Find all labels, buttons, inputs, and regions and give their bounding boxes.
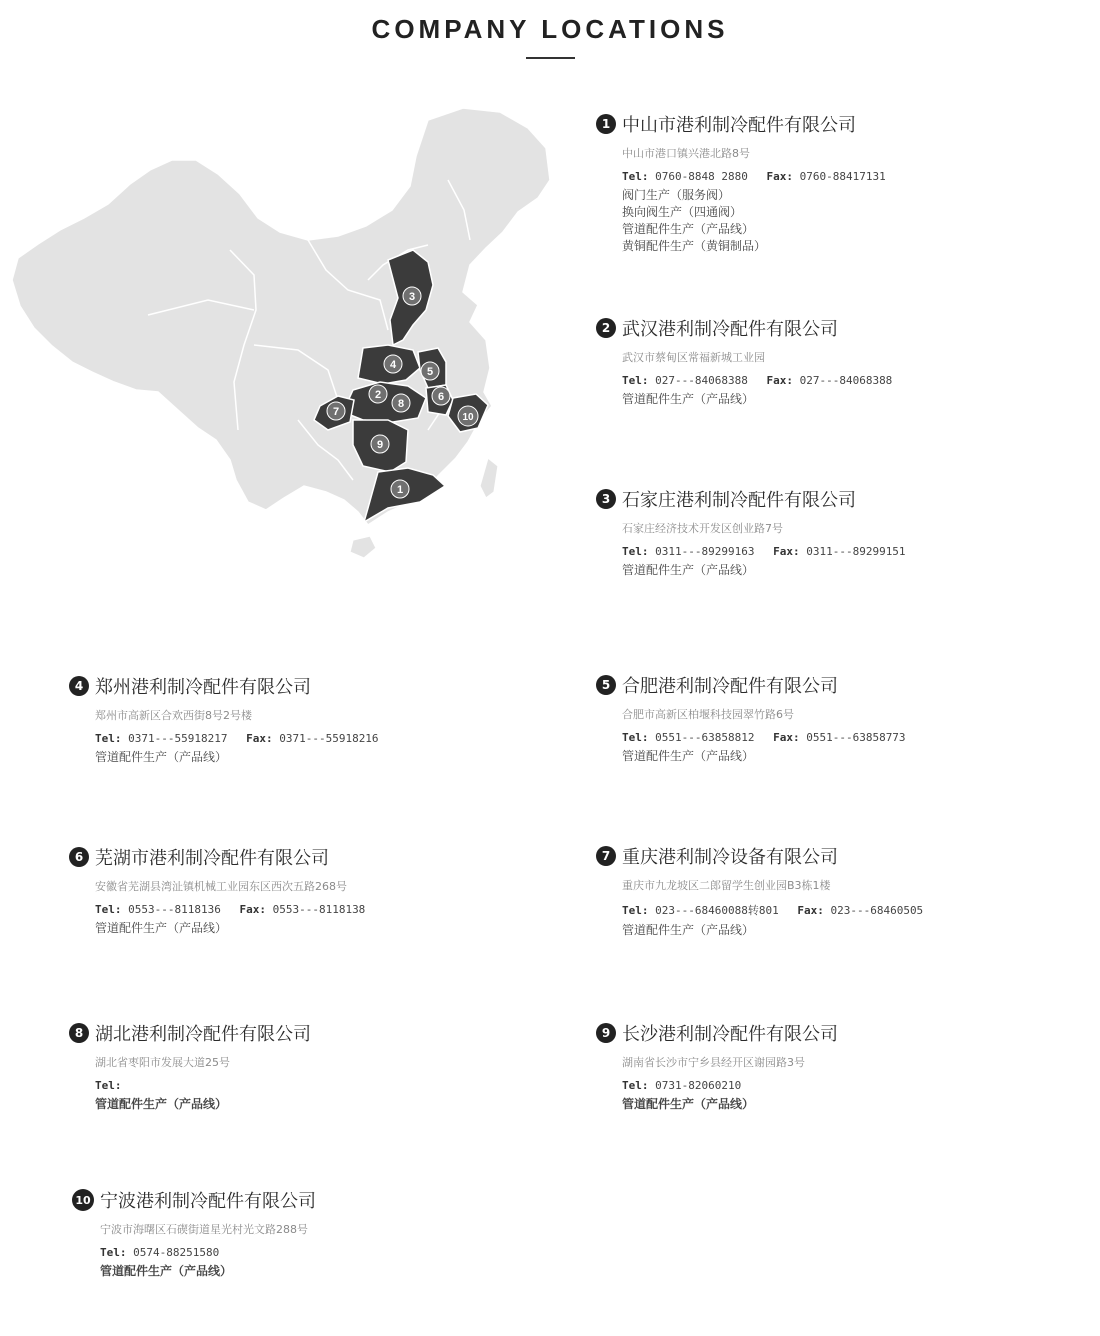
tel-label: Tel:: [100, 1246, 127, 1259]
map-marker-4[interactable]: [384, 355, 402, 373]
product-item: 管道配件生产（产品线）: [622, 563, 755, 577]
svg-text:8: 8: [397, 398, 405, 410]
fax-value: 027---84068388: [799, 374, 893, 387]
location-contact: [95, 732, 539, 745]
map-marker-6[interactable]: [432, 387, 450, 405]
location-number-badge: 1: [596, 114, 616, 134]
fax-value: 023---68460505: [830, 904, 924, 917]
location-9: [596, 1020, 1066, 1113]
location-2: [596, 315, 1066, 408]
fax-label: Fax:: [773, 731, 800, 744]
location-address: 郑州市高新区合欢西街8号2号楼: [95, 709, 252, 722]
tel-label: Tel:: [622, 374, 649, 387]
location-name: 长沙港利制冷配件有限公司: [622, 1024, 838, 1045]
location-contact: [622, 902, 1066, 918]
location-name: 宁波港利制冷配件有限公司: [100, 1191, 316, 1212]
location-number-badge: 4: [69, 676, 89, 696]
svg-text:5: 5: [426, 366, 434, 378]
location-number-badge: 10: [72, 1189, 94, 1211]
china-mainland-shape: [12, 108, 550, 525]
location-address: 安徽省芜湖县湾沚镇机械工业园东区西次五路268号: [95, 880, 347, 893]
tel-value: 0311---89299163: [655, 545, 755, 558]
svg-text:6: 6: [437, 391, 445, 403]
location-products: [622, 391, 1066, 408]
location-4: [69, 673, 539, 766]
product-item: 管道配件生产（产品线）: [622, 1097, 755, 1111]
location-address: 武汉市蔡甸区常福新城工业园: [622, 351, 765, 364]
location-address: 重庆市九龙坡区二郎留学生创业园B3栋1楼: [622, 879, 831, 892]
svg-text:1: 1: [396, 484, 404, 496]
location-address: 宁波市海曙区石碶街道星光村光文路288号: [100, 1223, 308, 1236]
location-products: [95, 1096, 539, 1113]
location-contact: [622, 374, 1066, 387]
location-number-badge: 9: [596, 1023, 616, 1043]
location-products: [622, 562, 1066, 579]
map-marker-10[interactable]: [458, 406, 478, 426]
product-item: 管道配件生产（产品线）: [95, 1097, 228, 1111]
location-products: [95, 920, 539, 937]
map-marker-3[interactable]: [403, 287, 421, 305]
fax-label: Fax:: [797, 904, 824, 917]
fax-value: 0371---55918216: [279, 732, 379, 745]
tel-label: Tel:: [622, 545, 649, 558]
product-item: 换向阀生产（四通阀）: [622, 205, 743, 219]
svg-text:3: 3: [408, 291, 416, 303]
tel-label: Tel:: [622, 731, 649, 744]
location-number-badge: 3: [596, 489, 616, 509]
svg-text:7: 7: [332, 406, 340, 418]
location-contact: [95, 903, 539, 916]
location-name: 芜湖市港利制冷配件有限公司: [95, 848, 329, 869]
product-item: 管道配件生产（产品线）: [622, 923, 755, 937]
china-map: [8, 100, 558, 565]
location-name: 中山市港利制冷配件有限公司: [622, 115, 856, 136]
location-contact: [95, 1079, 539, 1092]
location-address: 湖北省枣阳市发展大道25号: [95, 1056, 230, 1069]
location-address: 石家庄经济技术开发区创业路7号: [622, 522, 783, 535]
location-address: 合肥市高新区柏堰科技园翠竹路6号: [622, 708, 794, 721]
product-item: 管道配件生产（产品线）: [100, 1264, 233, 1278]
tel-label: Tel:: [95, 732, 122, 745]
svg-text:2: 2: [374, 389, 382, 401]
taiwan-shape: [480, 458, 498, 498]
map-marker-5[interactable]: [421, 362, 439, 380]
location-6: [69, 844, 539, 937]
tel-value: 0553---8118136: [128, 903, 221, 916]
location-1: [596, 111, 1066, 255]
svg-text:10: 10: [462, 412, 474, 423]
tel-label: Tel:: [622, 170, 649, 183]
location-10: [72, 1187, 542, 1280]
location-products: [100, 1263, 542, 1280]
location-name: 合肥港利制冷配件有限公司: [622, 676, 838, 697]
location-contact: [622, 1079, 1066, 1092]
location-7: [596, 843, 1066, 939]
location-number-badge: 8: [69, 1023, 89, 1043]
location-number-badge: 2: [596, 318, 616, 338]
product-item: 管道配件生产（产品线）: [622, 392, 755, 406]
location-name: 湖北港利制冷配件有限公司: [95, 1024, 311, 1045]
location-contact: [100, 1246, 542, 1259]
fax-label: Fax:: [239, 903, 266, 916]
product-item: 黄铜配件生产（黄铜制品）: [622, 239, 767, 253]
map-marker-2[interactable]: [369, 385, 387, 403]
location-number-badge: 7: [596, 846, 616, 866]
location-contact: [622, 170, 1066, 183]
location-products: [622, 922, 1066, 939]
product-item: 管道配件生产（产品线）: [95, 921, 228, 935]
location-products: [622, 748, 1066, 765]
fax-label: Fax:: [766, 170, 793, 183]
fax-value: 0760-88417131: [799, 170, 886, 183]
location-contact: [622, 545, 1066, 558]
fax-value: 0553---8118138: [272, 903, 366, 916]
tel-value: 023---68460088转801: [655, 904, 779, 917]
svg-text:4: 4: [389, 359, 397, 371]
location-name: 郑州港利制冷配件有限公司: [95, 677, 311, 698]
product-item: 阀门生产（服务阀）: [622, 188, 731, 202]
tel-value: 0551---63858812: [655, 731, 755, 744]
fax-value: 0551---63858773: [806, 731, 906, 744]
map-marker-9[interactable]: [371, 435, 389, 453]
fax-label: Fax:: [773, 545, 800, 558]
location-3: [596, 486, 1066, 579]
fax-label: Fax:: [766, 374, 793, 387]
tel-label: Tel:: [622, 904, 649, 917]
location-products: [622, 187, 1066, 255]
location-name: 石家庄港利制冷配件有限公司: [622, 490, 856, 511]
product-item: 管道配件生产（产品线）: [95, 750, 228, 764]
product-item: 管道配件生产（产品线）: [622, 222, 755, 236]
fax-label: Fax:: [246, 732, 273, 745]
tel-label: Tel:: [95, 1079, 122, 1092]
svg-text:9: 9: [376, 439, 384, 451]
tel-value: 0371---55918217: [128, 732, 228, 745]
location-number-badge: 5: [596, 675, 616, 695]
location-number-badge: 6: [69, 847, 89, 867]
location-products: [95, 749, 539, 766]
tel-value: 0760-8848 2880: [655, 170, 748, 183]
location-name: 武汉港利制冷配件有限公司: [622, 319, 838, 340]
hainan-shape: [350, 536, 376, 558]
location-8: [69, 1020, 539, 1113]
location-address: 中山市港口镇兴港北路8号: [622, 147, 750, 160]
location-address: 湖南省长沙市宁乡县经开区谢园路3号: [622, 1056, 805, 1069]
tel-value: 027---84068388: [655, 374, 748, 387]
tel-value: 0731-82060210: [655, 1079, 742, 1092]
location-5: [596, 672, 1066, 765]
location-name: 重庆港利制冷设备有限公司: [622, 847, 838, 868]
map-marker-1[interactable]: [391, 480, 409, 498]
map-marker-8[interactable]: [392, 394, 410, 412]
location-products: [622, 1096, 1066, 1113]
product-item: 管道配件生产（产品线）: [622, 749, 755, 763]
location-contact: [622, 731, 1066, 744]
title-underline: [526, 57, 575, 59]
tel-label: Tel:: [622, 1079, 649, 1092]
page-title: COMPANY LOCATIONS: [371, 14, 729, 44]
map-marker-7[interactable]: [327, 402, 345, 420]
tel-value: 0574-88251580: [133, 1246, 220, 1259]
fax-value: 0311---89299151: [806, 545, 906, 558]
tel-label: Tel:: [95, 903, 122, 916]
